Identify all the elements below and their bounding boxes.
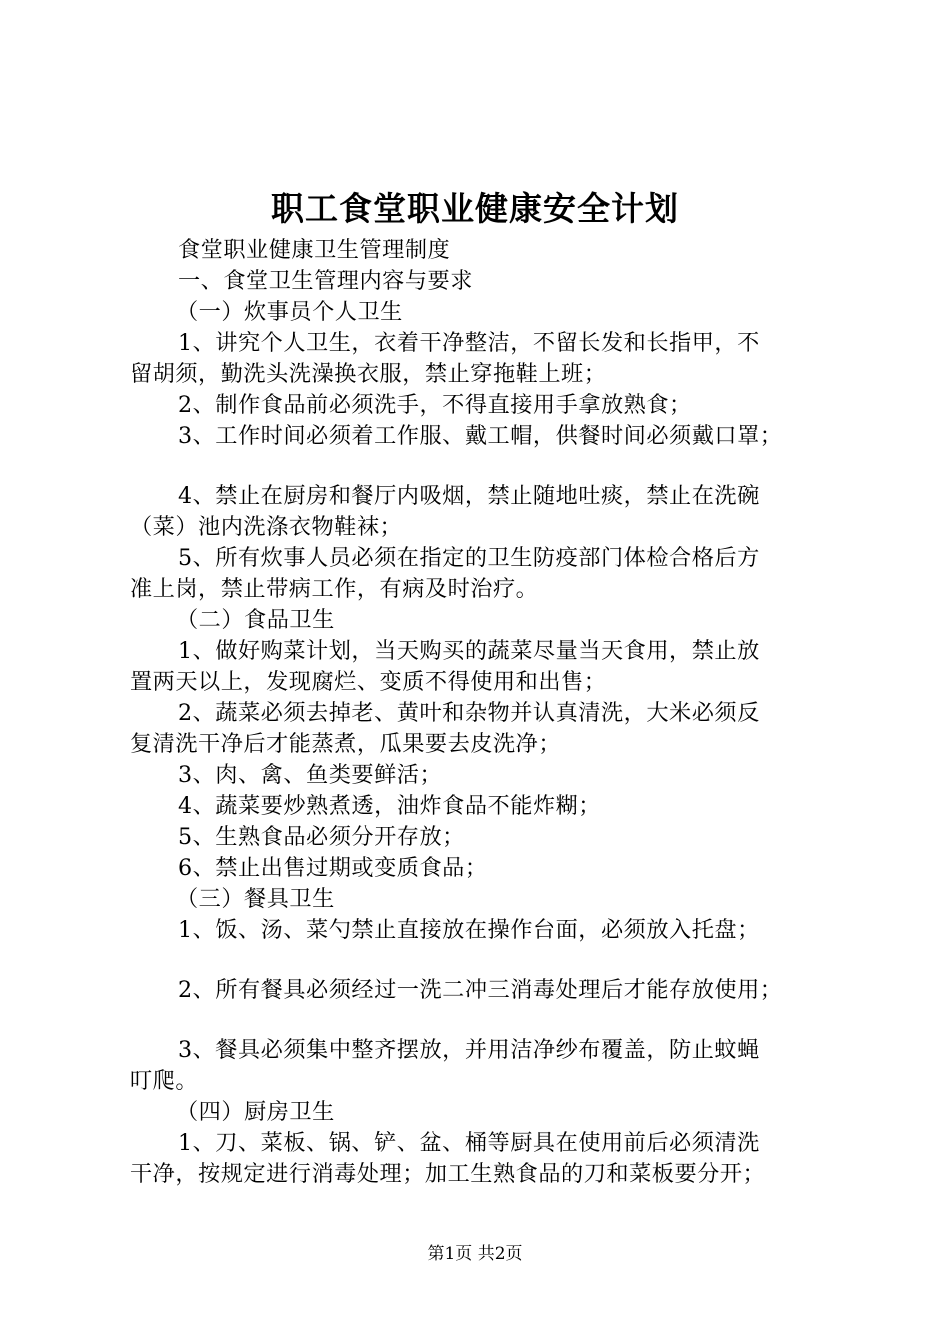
paragraph-line: 1、讲究个人卫生，衣着干净整洁，不留长发和长指甲，不 bbox=[178, 330, 760, 356]
paragraph-heading: 食堂职业健康卫生管理制度 bbox=[178, 237, 451, 263]
paragraph-line: 5、生熟食品必须分开存放； bbox=[178, 824, 465, 850]
paragraph-line: 4、禁止在厨房和餐厅内吸烟，禁止随地吐痰，禁止在洗碗 bbox=[178, 483, 760, 509]
paragraph-line: 2、所有餐具必须经过一洗二冲三消毒处理后才能存放使用； bbox=[178, 977, 783, 1003]
document-title: 职工食堂职业健康安全计划 bbox=[271, 189, 679, 228]
paragraph-line: 6、禁止出售过期或变质食品； bbox=[178, 855, 488, 881]
paragraph-line: 准上岗，禁止带病工作，有病及时治疗。 bbox=[130, 576, 539, 602]
subsection-heading: （三）餐具卫生 bbox=[176, 886, 335, 912]
paragraph-line: 3、肉、禽、鱼类要鲜活； bbox=[178, 762, 443, 788]
paragraph-line: 1、做好购菜计划，当天购买的蔬菜尽量当天食用，禁止放 bbox=[178, 638, 760, 664]
paragraph-line: （菜）池内洗涤衣物鞋袜； bbox=[130, 514, 403, 540]
subsection-heading: （二）食品卫生 bbox=[176, 607, 335, 633]
paragraph-line: 1、刀、菜板、锅、铲、盆、桶等厨具在使用前后必须清洗 bbox=[178, 1130, 760, 1156]
paragraph-line: 3、餐具必须集中整齐摆放，并用洁净纱布覆盖，防止蚊蝇 bbox=[178, 1037, 760, 1063]
paragraph-line: 2、制作食品前必须洗手，不得直接用手拿放熟食； bbox=[178, 392, 692, 418]
subsection-heading: （一）炊事员个人卫生 bbox=[176, 299, 403, 325]
paragraph-line: 干净，按规定进行消毒处理；加工生熟食品的刀和菜板要分开； bbox=[130, 1161, 766, 1187]
blank-line bbox=[130, 452, 840, 481]
paragraph-line: 3、工作时间必须着工作服、戴工帽，供餐时间必须戴口罩； bbox=[178, 423, 783, 449]
paragraph-line: 置两天以上，发现腐烂、变质不得使用和出售； bbox=[130, 669, 607, 695]
document-body bbox=[130, 235, 840, 1190]
paragraph-line: 5、所有炊事人员必须在指定的卫生防疫部门体检合格后方 bbox=[178, 545, 760, 571]
blank-line bbox=[130, 1006, 840, 1035]
paragraph-line: 叮爬。 bbox=[130, 1068, 199, 1094]
paragraph-line: 1、饭、汤、菜勺禁止直接放在操作台面，必须放入托盘； bbox=[178, 917, 760, 943]
subsection-heading: （四）厨房卫生 bbox=[176, 1099, 335, 1125]
paragraph-line: 2、蔬菜必须去掉老、黄叶和杂物并认真清洗，大米必须反 bbox=[178, 700, 760, 726]
paragraph-line: 4、蔬菜要炒熟煮透，油炸食品不能炸糊； bbox=[178, 793, 601, 819]
page-number-footer: 第1页 共2页 bbox=[427, 1244, 523, 1264]
section-heading: 一、食堂卫生管理内容与要求 bbox=[178, 268, 473, 294]
blank-line bbox=[130, 946, 840, 975]
paragraph-line: 复清洗干净后才能蒸煮，瓜果要去皮洗净； bbox=[130, 731, 562, 757]
paragraph-line: 留胡须，勤洗头洗澡换衣服，禁止穿拖鞋上班； bbox=[130, 361, 607, 387]
